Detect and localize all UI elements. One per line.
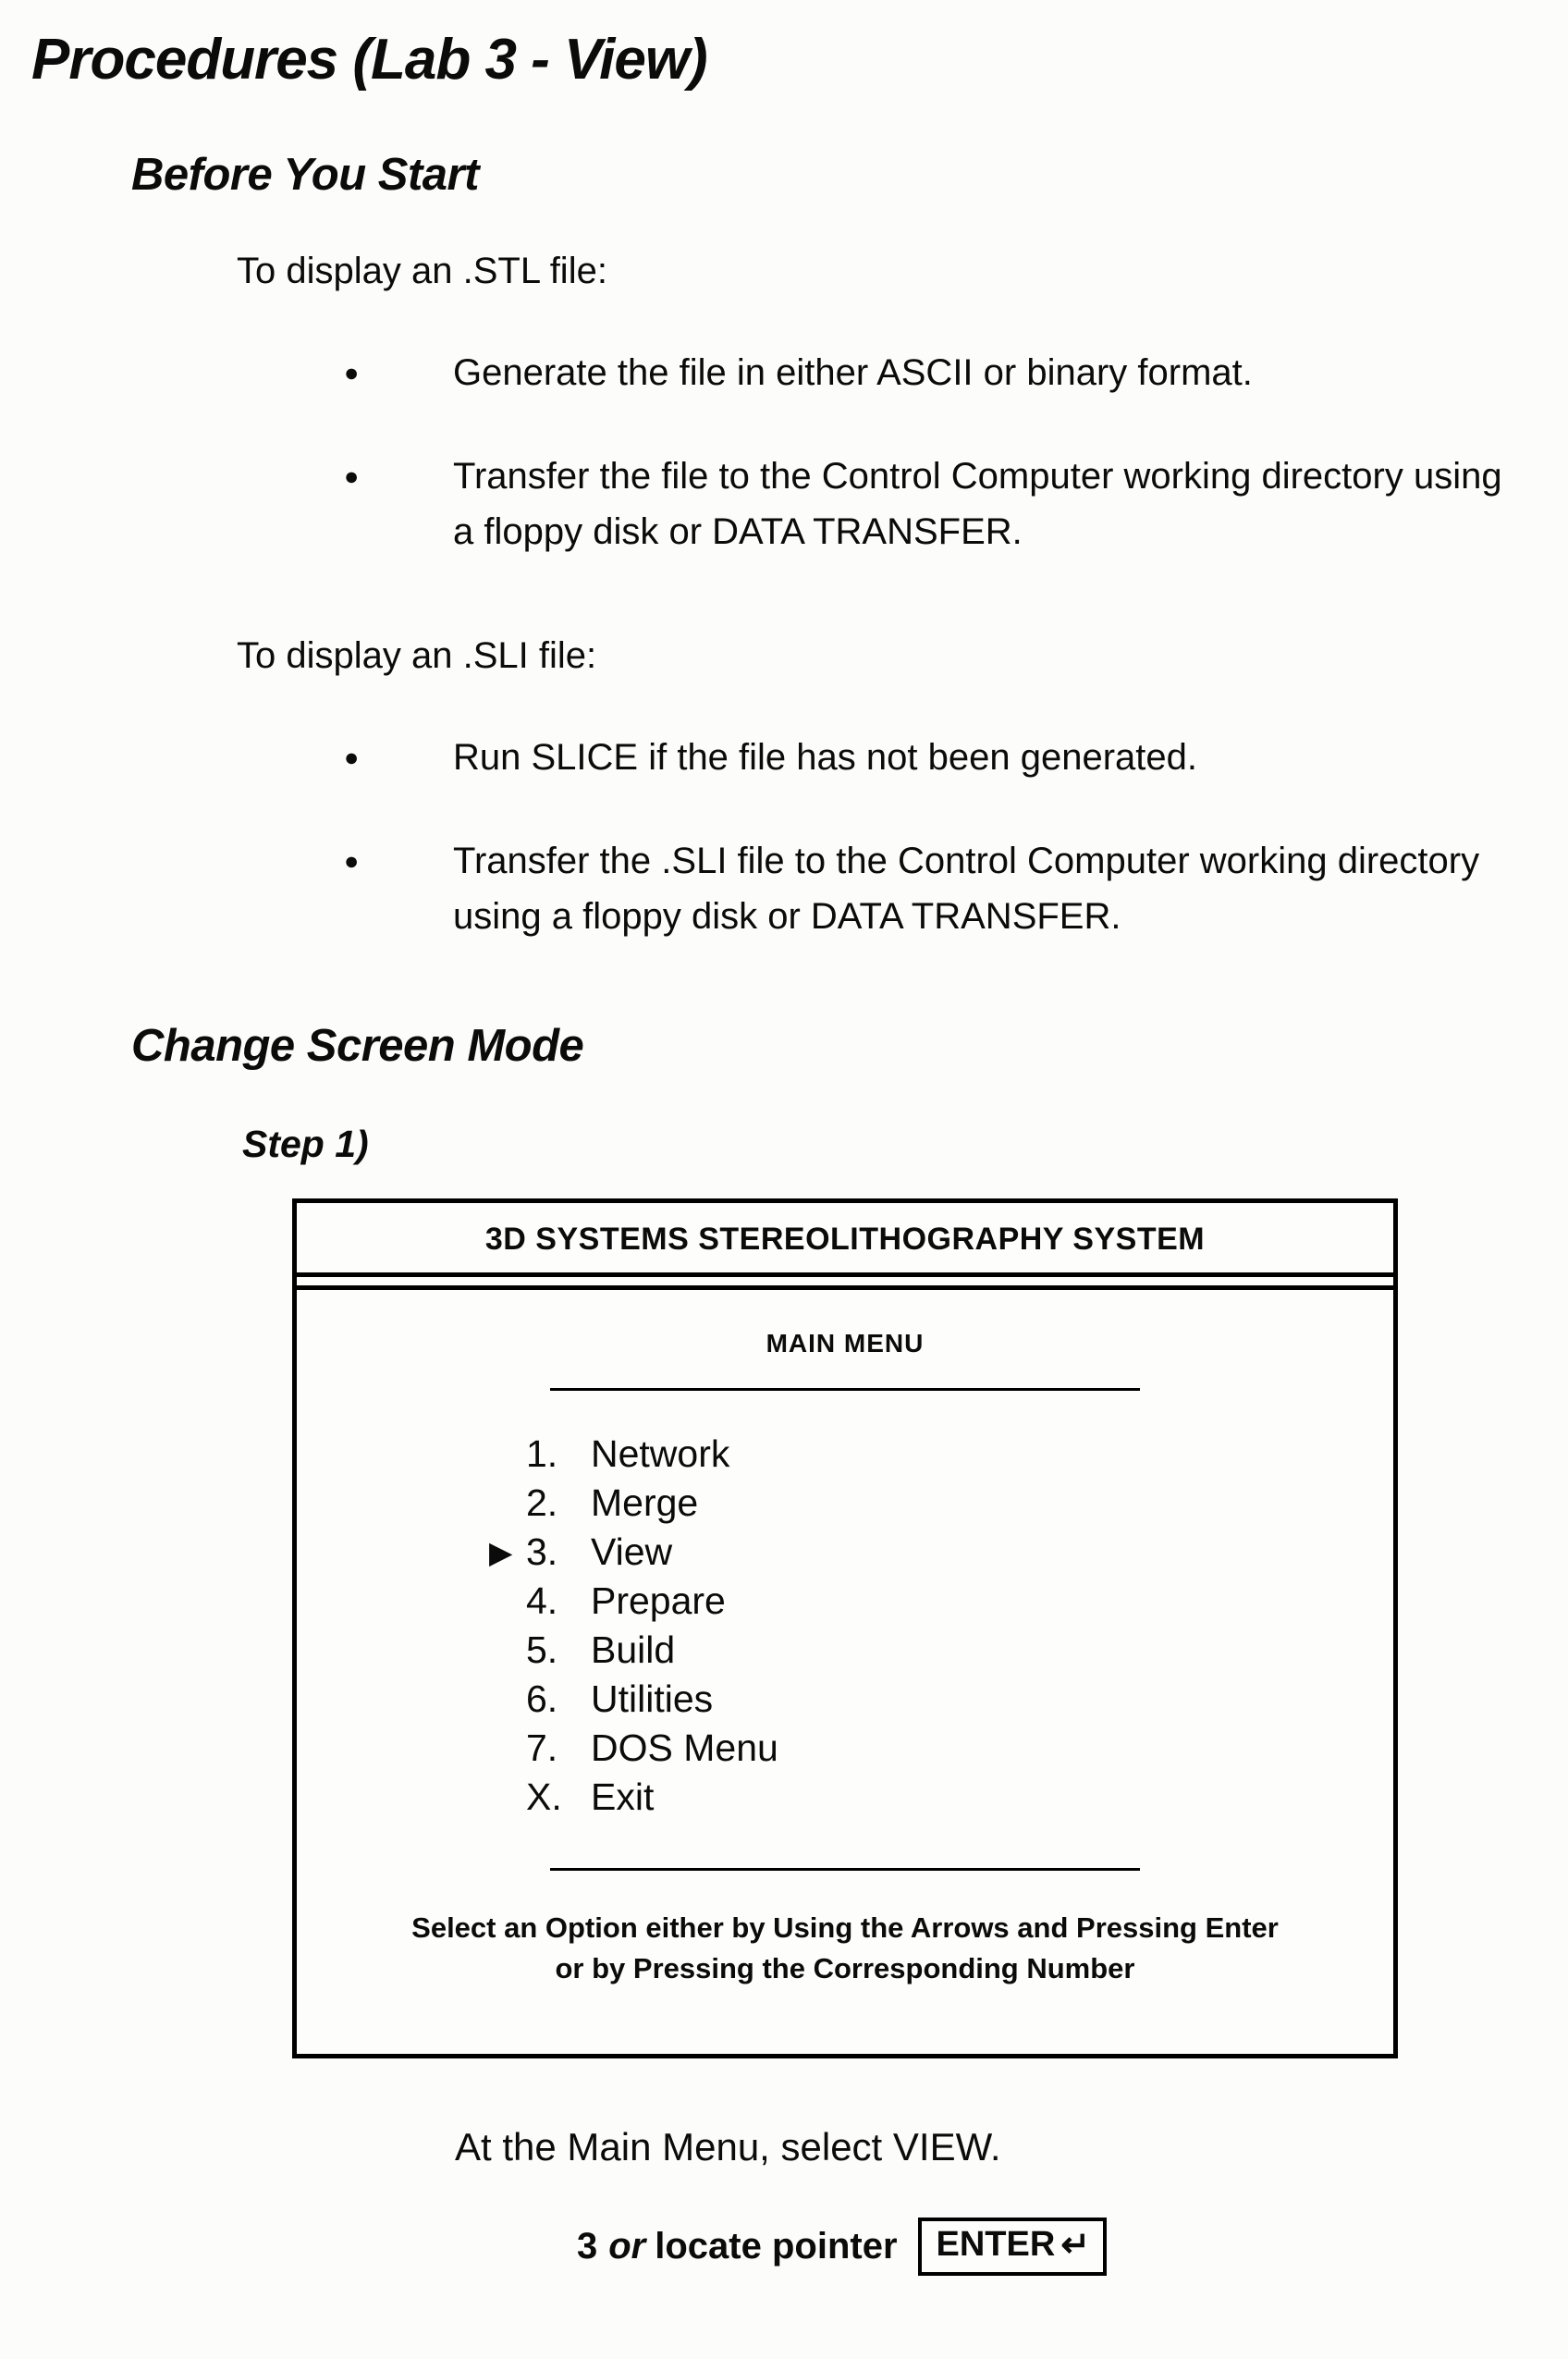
bullet-text: Run SLICE if the file has not been generated. [453, 737, 1197, 779]
step-label: Step 1) [242, 1123, 369, 1166]
menu-item-key: 1. [526, 1432, 558, 1476]
pointer-icon: ▶ [489, 1535, 513, 1570]
screen-footer-line2: or by Pressing the Corresponding Number [555, 1952, 1135, 1985]
pointer-icon [489, 1626, 526, 1675]
instruction-select-view: At the Main Menu, select VIEW. [455, 2125, 1001, 2169]
stl-intro-text: To display an .STL file: [237, 251, 607, 292]
menu-item-key: 2. [526, 1481, 558, 1525]
screen-footer-line1: Select an Option either by Using the Arrows and Pressing Enter [411, 1911, 1279, 1945]
menu-item-label: Build [591, 1628, 676, 1672]
list-item [344, 448, 1568, 559]
menu-item-merge [489, 1479, 1393, 1528]
pointer-icon [489, 1773, 526, 1822]
main-menu-list [489, 1430, 1393, 1822]
list-item [344, 730, 1568, 785]
screen-footer-hint [297, 1908, 1393, 1989]
bullet-icon: ● [344, 359, 360, 387]
section-heading-change-screen-mode: Change Screen Mode [131, 1021, 584, 1072]
terminal-screen-figure [292, 1198, 1398, 2058]
hint-rest-text: locate pointer [655, 2226, 898, 2267]
bullet-text: Transfer the file to the Control Computer working directory using a floppy disk or DATA TRANSFER. [453, 456, 1502, 553]
list-item [344, 345, 1568, 400]
menu-item-key: 7. [526, 1726, 558, 1770]
menu-item-utilities [489, 1675, 1393, 1724]
menu-item-label: Merge [591, 1481, 699, 1525]
menu-item-network [489, 1430, 1393, 1479]
section-heading-before-you-start: Before You Start [131, 150, 479, 201]
enter-key-label: ENTER [936, 2225, 1056, 2265]
pointer-icon [489, 1430, 526, 1479]
sli-intro-text: To display an .SLI file: [237, 635, 597, 677]
menu-item-label: Prepare [591, 1579, 726, 1623]
menu-item-key: X. [526, 1775, 562, 1819]
bullet-text: Generate the file in either ASCII or binary format. [453, 352, 1253, 394]
menu-item-label: Network [591, 1432, 730, 1476]
page-title: Procedures (Lab 3 - View) [31, 28, 707, 92]
hint-key-number: 3 [577, 2226, 598, 2267]
main-menu-title: MAIN MENU [766, 1329, 925, 1358]
menu-item-label: DOS Menu [591, 1726, 778, 1770]
hint-or-text: or [608, 2226, 646, 2267]
screen-body [297, 1285, 1393, 2054]
menu-item-key: 4. [526, 1579, 558, 1623]
enter-key [918, 2218, 1108, 2276]
pointer-icon [489, 1724, 526, 1773]
bullet-text: Transfer the .SLI file to the Control Computer working directory using a floppy disk or DATA TRANSFER. [453, 841, 1480, 938]
bullet-icon: ● [344, 743, 360, 772]
pointer-icon [489, 1479, 526, 1528]
pointer-icon [489, 1675, 526, 1724]
return-arrow-icon: ↵ [1060, 2226, 1091, 2266]
menu-item-exit [489, 1773, 1393, 1822]
menu-item-key: 3. [526, 1530, 558, 1574]
bullet-icon: ● [344, 462, 360, 491]
menu-item-label: View [591, 1530, 673, 1574]
menu-item-label: Exit [591, 1775, 655, 1819]
menu-item-label: Utilities [591, 1677, 714, 1721]
key-hint-row [577, 2218, 1568, 2276]
menu-item-dos-menu [489, 1724, 1393, 1773]
screen-title: 3D SYSTEMS STEREOLITHOGRAPHY SYSTEM [297, 1203, 1393, 1277]
menu-item-key: 5. [526, 1628, 558, 1672]
menu-item-prepare [489, 1577, 1393, 1626]
bullet-icon: ● [344, 847, 360, 876]
menu-item-key: 6. [526, 1677, 558, 1721]
list-item [344, 833, 1568, 944]
menu-item-view [489, 1528, 1393, 1577]
menu-item-build [489, 1626, 1393, 1675]
pointer-icon [489, 1577, 526, 1626]
divider [550, 1868, 1140, 1871]
divider [550, 1388, 1140, 1391]
